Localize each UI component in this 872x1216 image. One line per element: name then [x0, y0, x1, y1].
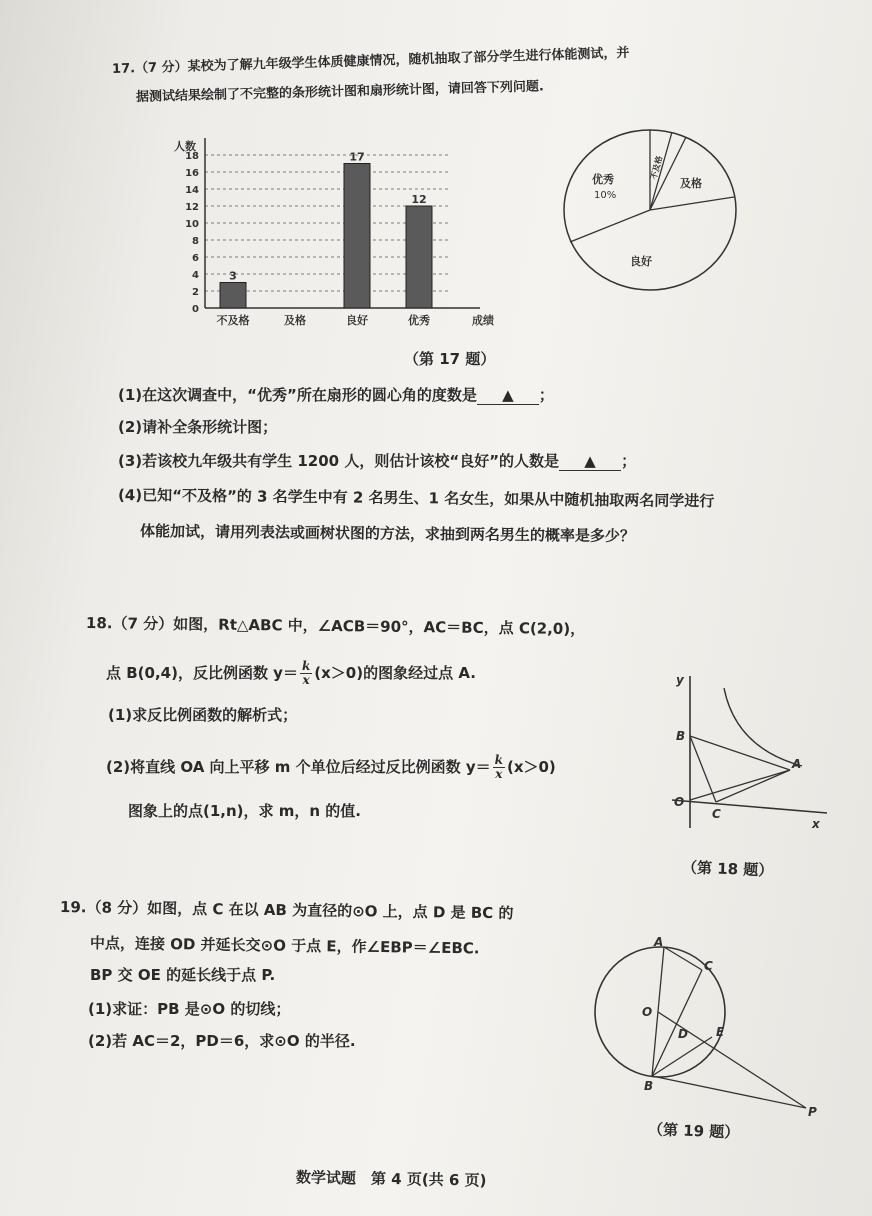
bar-value-label: 3 — [229, 269, 237, 283]
q19-sub1: (1)求证：PB 是⊙O 的切线； — [88, 1000, 291, 1018]
q18-frac2-num: k — [494, 753, 503, 767]
x-tick-label: 优秀 — [408, 314, 430, 327]
bars — [220, 151, 432, 309]
fig18-hyperbola — [724, 688, 802, 766]
y-tick-label: 16 — [185, 168, 199, 179]
q18-sub2 — [106, 754, 556, 781]
fig18-seg-BA — [690, 736, 790, 770]
pie-label-pass: 及格 — [680, 177, 702, 190]
fig19-label-A: A — [654, 935, 664, 949]
blank-mark-3: ▲ — [584, 452, 596, 470]
fig19-label-B: B — [644, 1079, 654, 1093]
q18-line2 — [106, 660, 476, 687]
fig19-label-E: E — [716, 1025, 725, 1039]
fig18-label-B: B — [676, 729, 686, 743]
q17-caption: （第 17 题） — [404, 350, 496, 368]
answer-blank-1[interactable] — [477, 386, 539, 405]
y-tick-label: 0 — [192, 304, 199, 315]
y-tick-labels — [185, 151, 199, 315]
fig18-seg-CA — [716, 770, 790, 802]
q18-sub2a: (2)将直线 OA 向上平移 m 个单位后经过反比例函数 y＝ — [106, 758, 491, 776]
y-axis-label: 人数 — [174, 140, 196, 153]
pie-label-excellent-pct: 10% — [594, 190, 617, 201]
answer-blank-3[interactable] — [559, 452, 621, 471]
y-tick-label: 18 — [185, 151, 199, 162]
q18-frac2 — [493, 754, 505, 781]
q17-sub4b: 体能加试，请用列表法或画树状图的方法，求抽到两名男生的概率是多少？ — [139, 522, 636, 546]
q17-sub4a: (4)已知“不及格”的 3 名学生中有 2 名男生、1 名女生，如果从中随机抽取两名同学进行 — [117, 486, 715, 511]
fig19-seg-AB — [652, 947, 664, 1076]
q18-sub2b: (x＞0) — [506, 758, 556, 776]
q18-frac-num: k — [301, 659, 311, 673]
q18-frac2-den: x — [495, 767, 503, 781]
q19-sub2: (2)若 AC＝2，PD＝6，求⊙O 的半径. — [88, 1032, 356, 1050]
q17-sub3-punct: ； — [621, 452, 637, 470]
y-tick-label: 6 — [192, 253, 199, 264]
q19-line1: 19.（8 分）如图，点 C 在以 AB 为直径的⊙O 上，点 D 是 BC 的 — [59, 898, 514, 923]
q17-sub2: (2)请补全条形统计图； — [118, 418, 278, 436]
q19-line3: BP 交 OE 的延长线于点 P. — [90, 966, 276, 984]
q17-sub1-text: (1)在这次调查中，“优秀”所在扇形的圆心角的度数是 — [118, 386, 477, 404]
x-tick-label: 及格 — [284, 314, 306, 327]
q17-sub3-text: (3)若该校九年级共有学生 1200 人，则估计该校“良好”的人数是 — [118, 452, 560, 470]
bar — [220, 283, 246, 309]
pie-chart — [560, 125, 750, 300]
figure-19 — [588, 930, 828, 1120]
y-tick-label: 4 — [192, 270, 199, 281]
q18-line1: 18.（7 分）如图，Rt△ABC 中，∠ACB＝90°，AC＝BC，点 C(2,0)， — [85, 614, 586, 639]
pie-label-good: 良好 — [630, 255, 652, 268]
bar-value-label: 12 — [411, 193, 427, 206]
q18-frac-den: x — [302, 673, 310, 687]
page-footer: 数学试题 第 4 页(共 6 页) — [295, 1168, 487, 1190]
fig18-label-x: x — [812, 817, 820, 831]
blank-mark-1: ▲ — [502, 386, 514, 404]
figure-18 — [662, 668, 837, 843]
pie-label-excellent: 优秀 — [592, 173, 614, 186]
bar-value-label: 17 — [349, 150, 365, 164]
q19-line2: 中点，连接 OD 并延长交⊙O 于点 E，作∠EBP＝∠EBC. — [89, 934, 480, 958]
y-tick-label: 10 — [185, 219, 199, 230]
pie-divider-4 — [650, 197, 734, 210]
x-tick-label: 良好 — [346, 314, 368, 327]
y-tick-label: 2 — [192, 287, 199, 298]
fig18-label-A: A — [792, 757, 802, 771]
fig18-label-C: C — [712, 807, 721, 821]
fig19-label-O: O — [642, 1005, 653, 1019]
x-tick-labels — [217, 313, 431, 327]
q18-line2b: (x＞0)的图象经过点 A. — [314, 664, 476, 682]
fig18-label-y: y — [676, 673, 684, 687]
y-tick-label: 14 — [185, 185, 199, 196]
q17-line1: 17.（7 分）某校为了解九年级学生体质健康情况，随机抽取了部分学生进行体能测试，并 — [111, 45, 630, 77]
fig18-label-O: O — [674, 795, 685, 809]
fig18-seg-BC — [690, 736, 716, 802]
y-tick-label: 12 — [185, 202, 199, 213]
fig18-x-axis — [672, 800, 827, 813]
fig19-label-D: D — [678, 1027, 688, 1041]
fig19-label-P: P — [808, 1105, 817, 1119]
bar-chart — [150, 130, 510, 335]
pie-divider-5 — [570, 210, 650, 242]
q17-sub1 — [118, 384, 554, 405]
bar — [406, 206, 432, 308]
q18-sub2c: 图象上的点(1,n)，求 m，n 的值. — [128, 802, 361, 820]
bar — [344, 164, 370, 309]
q19-caption: （第 19 题） — [647, 1120, 740, 1142]
q17-sub3 — [118, 450, 636, 471]
x-axis-label: 成绩 — [472, 314, 494, 327]
q17-sub1-punct: ； — [538, 386, 554, 404]
q18-line2a: 点 B(0,4)，反比例函数 y＝ — [106, 664, 298, 682]
q17-line2: 据测试结果绘制了不完整的条形统计图和扇形统计图，请回答下列问题. — [135, 79, 545, 105]
x-tick-label: 不及格 — [216, 314, 250, 327]
fig19-label-C: C — [704, 959, 713, 973]
y-tick-label: 8 — [192, 236, 199, 247]
q18-sub1: (1)求反比例函数的解析式； — [108, 706, 298, 724]
q18-frac — [300, 660, 312, 687]
q18-caption: （第 18 题） — [681, 858, 774, 880]
pie-label-fail: 不及格 — [649, 155, 665, 181]
fig19-seg-BP — [652, 1076, 806, 1108]
